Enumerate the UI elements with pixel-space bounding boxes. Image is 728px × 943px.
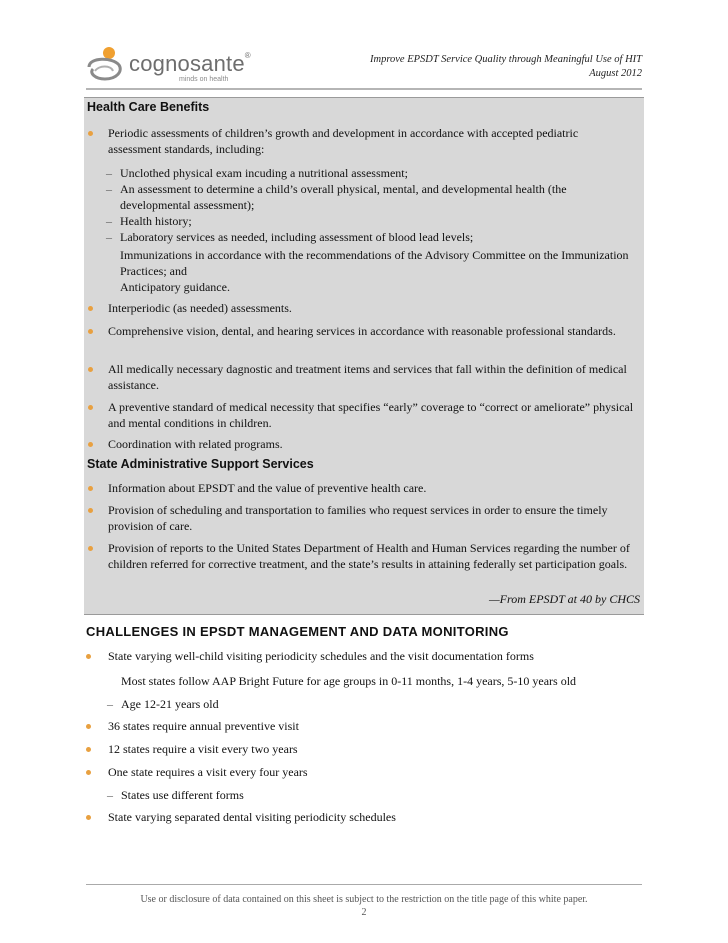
list-item: Periodic assessments of children’s growth and development in accordance with accepted pediatric assessment standards, including: xyxy=(108,125,634,157)
sub-list-item: Most states follow AAP Bright Future for age groups in 0-11 months, 1-4 years, 5-10 years old xyxy=(121,674,577,688)
header-title-line1: Improve EPSDT Service Quality through Meaningful Use of HIT xyxy=(370,54,642,65)
bullet-icon xyxy=(86,815,91,820)
dash-icon: – xyxy=(106,166,112,180)
logo-tagline: minds on health xyxy=(179,76,229,83)
logo-wordmark: cognosante® xyxy=(129,51,251,76)
bullet-icon xyxy=(86,724,91,729)
list-item: Provision of scheduling and transportation to families who request services in order to ensure the timely provision of care. xyxy=(108,502,634,534)
source-citation: —From EPSDT at 40 by CHCS xyxy=(488,592,640,606)
bullet-icon xyxy=(88,486,93,491)
bullet-icon xyxy=(88,367,93,372)
dash-icon: – xyxy=(107,697,113,711)
footer-notice: Use or disclosure of data contained on this sheet is subject to the restriction on the title page of this white paper. xyxy=(140,894,588,905)
header-date: August 2012 xyxy=(589,68,642,79)
page-number: 2 xyxy=(361,907,367,918)
cognosante-logo xyxy=(83,43,253,87)
list-item: One state requires a visit every four years xyxy=(108,764,308,780)
dash-icon: – xyxy=(106,230,112,244)
dash-icon: – xyxy=(106,214,112,228)
sub-list-item: Immunizations in accordance with the recommendations of the Advisory Committee on the Immunization Practices; and xyxy=(120,248,629,278)
list-item: Comprehensive vision, dental, and hearing services in accordance with reasonable professional standards. xyxy=(108,323,634,339)
bullet-icon xyxy=(88,546,93,551)
sub-list-item: – An assessment to determine a child’s overall physical, mental, and developmental health (the developmental assessment); xyxy=(106,182,567,212)
bullet-icon xyxy=(86,747,91,752)
bullet-icon xyxy=(88,405,93,410)
section-title-admin-support: State Administrative Support Services xyxy=(87,457,314,471)
list-item: Coordination with related programs. xyxy=(108,436,634,452)
challenges-heading: CHALLENGES IN EPSDT MANAGEMENT AND DATA MONITORING xyxy=(86,624,509,639)
list-item: 12 states require a visit every two years xyxy=(108,741,298,757)
sub-list-item: – States use different forms xyxy=(107,788,244,802)
bullet-icon xyxy=(88,306,93,311)
header-title xyxy=(370,53,642,81)
list-item: 36 states require annual preventive visit xyxy=(108,718,299,734)
list-item: Provision of reports to the United States Department of Health and Human Services regarding the number of children referred for corrective treatment, and the state’s results in attaining federally set participation goals. xyxy=(108,540,634,572)
header-divider xyxy=(86,88,642,90)
bullet-icon xyxy=(88,442,93,447)
list-item: State varying well-child visiting periodicity schedules and the visit documentation forms xyxy=(108,648,534,664)
sub-list-item: – Age 12-21 years old xyxy=(107,697,219,711)
bullet-icon xyxy=(88,508,93,513)
sub-list-item: – Health history; xyxy=(106,214,192,228)
bullet-icon xyxy=(88,329,93,334)
footer-divider xyxy=(86,884,642,885)
section-title-health-care-benefits: Health Care Benefits xyxy=(87,100,210,114)
bullet-icon xyxy=(86,654,91,659)
bullet-icon xyxy=(86,770,91,775)
footer xyxy=(86,893,642,919)
list-item: State varying separated dental visiting periodicity schedules xyxy=(108,809,396,825)
list-item: All medically necessary dagnostic and treatment items and services that fall within the definition of medical assistance. xyxy=(108,361,634,393)
dash-icon: – xyxy=(107,788,113,802)
list-item: Interperiodic (as needed) assessments. xyxy=(108,300,634,316)
dash-icon: – xyxy=(106,182,112,196)
list-item: A preventive standard of medical necessity that specifies “early” coverage to “correct or ameliorate” physical and mental conditions in children. xyxy=(108,399,634,431)
sub-list-item: Anticipatory guidance. xyxy=(120,280,230,294)
bullet-icon xyxy=(88,131,93,136)
logo-swirl-icon xyxy=(83,43,127,87)
sub-list-item: – Unclothed physical exam incuding a nutritional assessment; xyxy=(106,166,408,180)
list-item: Information about EPSDT and the value of preventive health care. xyxy=(108,480,634,496)
benefits-box xyxy=(84,97,644,615)
sub-list-item: – Laboratory services as needed, including assessment of blood lead levels; xyxy=(106,230,474,244)
